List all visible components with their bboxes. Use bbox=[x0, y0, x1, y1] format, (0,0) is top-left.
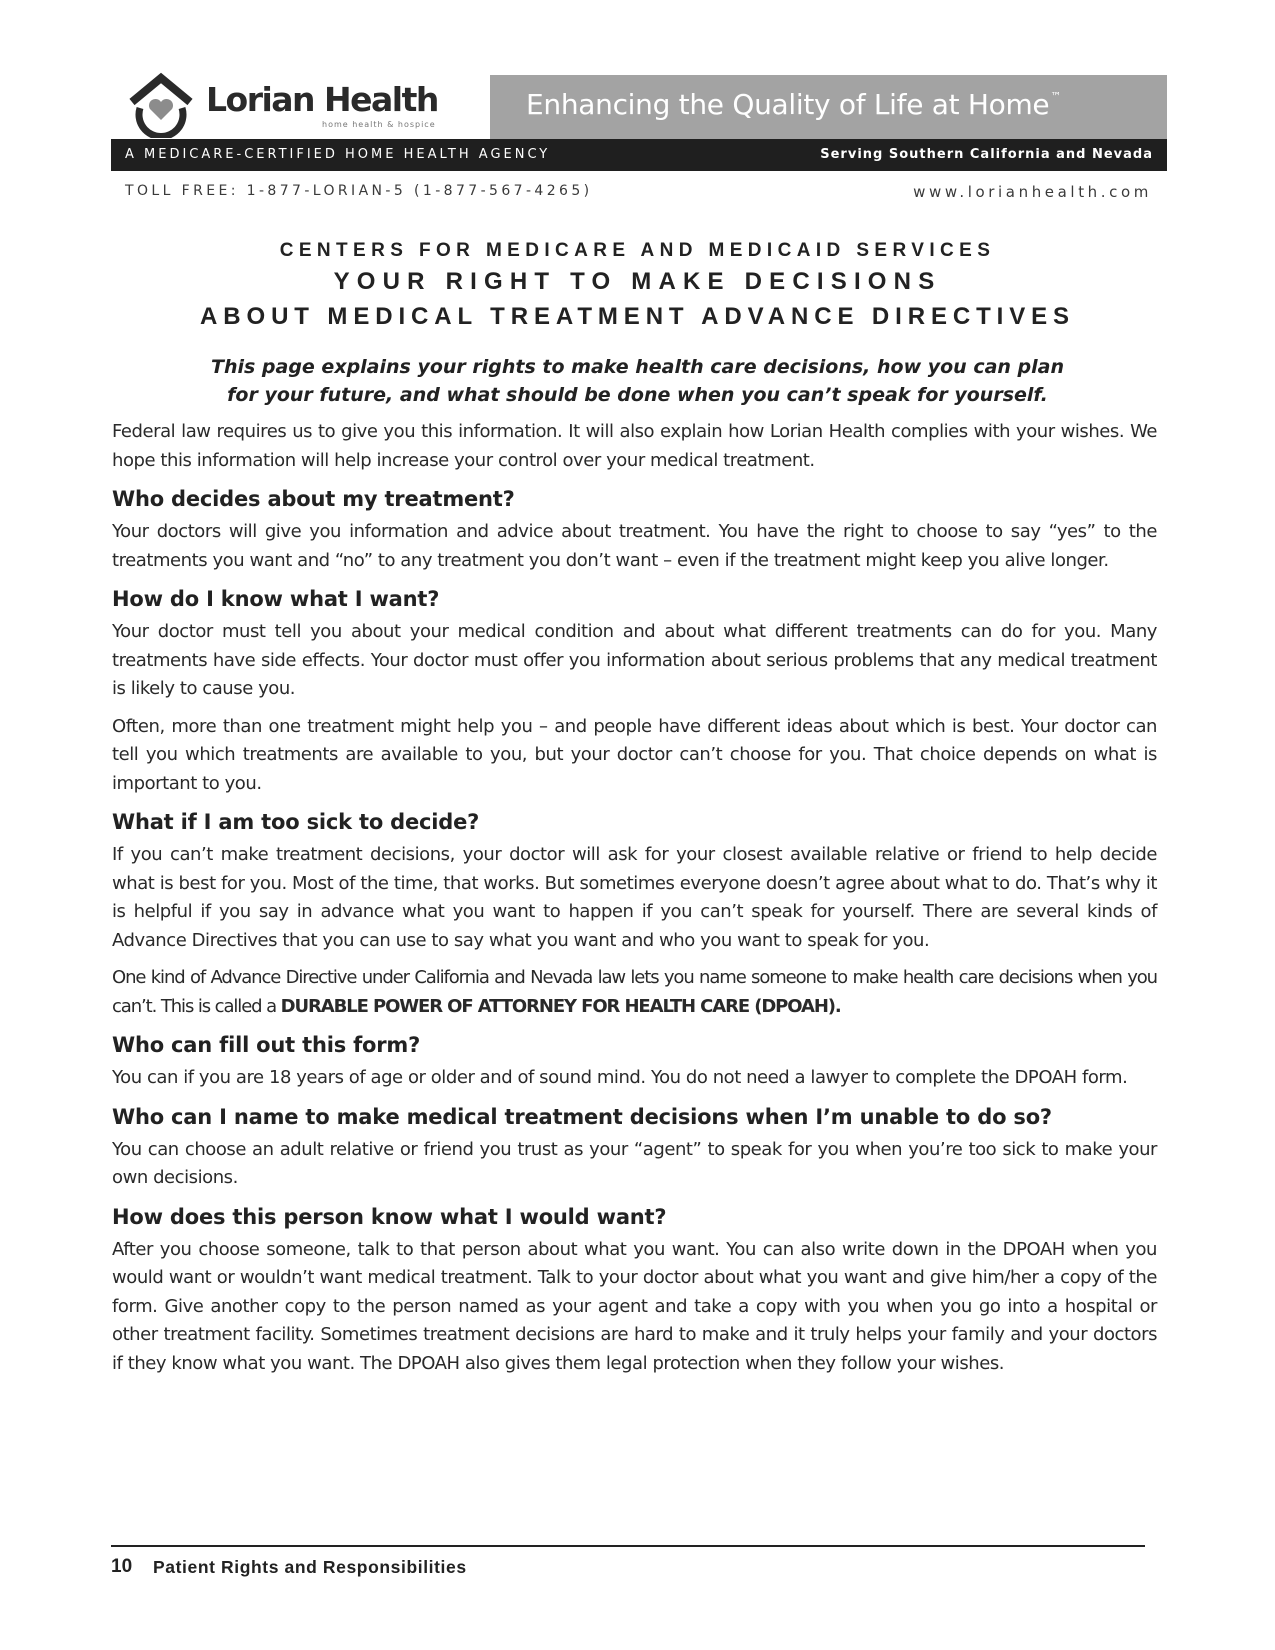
dpoah-term: DURABLE POWER OF ATTORNEY FOR HEALTH CARE (DPOAH). bbox=[280, 995, 841, 1017]
lorian-health-logo bbox=[128, 72, 458, 140]
agency-certification: A MEDICARE-CERTIFIED HOME HEALTH AGENCY bbox=[125, 147, 551, 162]
body-content bbox=[112, 418, 1157, 1378]
agency-title: CENTERS FOR MEDICARE AND MEDICAID SERVICES bbox=[279, 240, 996, 261]
tagline bbox=[526, 88, 1061, 121]
section-paragraph: Your doctors will give you information and advice about treatment. You have the right to choose to say “yes” to the treatments you want and “no” to any treatment you don’t want – even if the treatment might keep you alive longer. bbox=[112, 521, 1157, 571]
section-heading-who-can-i-name: Who can I name to make medical treatment decisions when I’m unable to do so? bbox=[112, 1104, 1052, 1129]
dpoah-paragraph bbox=[112, 964, 1157, 1021]
intro-paragraph: Federal law requires us to give you this information. It will also explain how Lorian Health complies with your wishes. We hope this information will help increase your control over your medical treatment. bbox=[112, 421, 1157, 471]
section-heading-how-does-person-know: How does this person know what I would want? bbox=[112, 1204, 667, 1229]
intro-summary-line-2: for your future, and what should be done when you can’t speak for yourself. bbox=[227, 384, 1048, 406]
section-heading-who-decides: Who decides about my treatment? bbox=[112, 487, 515, 511]
logo-subtitle: home health & hospice bbox=[322, 120, 436, 129]
house-heart-icon bbox=[128, 72, 194, 138]
dpoah-text: One kind of Advance Directive under California and Nevada law lets you name someone to make health care decisions when you can’t. This is called a bbox=[112, 967, 1157, 1017]
tagline-banner bbox=[490, 75, 1167, 139]
section-paragraph: You can if you are 18 years of age or older and of sound mind. You do not need a lawyer to complete the DPOAH form. bbox=[112, 1067, 1128, 1088]
trademark-symbol: ™ bbox=[1050, 90, 1062, 103]
website-url: www.lorianhealth.com bbox=[913, 183, 1152, 201]
footer-section-label: Patient Rights and Responsibilities bbox=[153, 1557, 467, 1577]
page-number: 10 bbox=[111, 1556, 133, 1577]
section-paragraph: After you choose someone, talk to that person about what you want. You can also write down in the DPOAH when you would want or wouldn’t want medical treatment. Talk to your doctor about what you want and give him/her a copy of the form. Give another copy to the person named as your agent and take a copy with you when you go into a hospital or other treatment facility. Sometimes treatment decisions are hard to make and it truly helps your family and your doctors if they know what you want. The DPOAH also gives them legal protection when they follow your wishes. bbox=[112, 1238, 1157, 1374]
section-paragraph: Your doctor must tell you about your medical condition and about what different treatments can do for you. Many treatments have side effects. Your doctor must offer you information about serious problems that any medical treatment is likely to cause you. bbox=[112, 621, 1157, 699]
section-heading-too-sick: What if I am too sick to decide? bbox=[112, 810, 480, 834]
section-paragraph: If you can’t make treatment decisions, your doctor will ask for your closest available relative or friend to help decide what is best for you. Most of the time, that works. But sometimes everyone doesn’t agree about what to do. That’s why it is helpful if you say in advance what you want to happen if you can’t speak for yourself. There are several kinds of Advance Directives that you can use to say what you want and who you want to speak for you. bbox=[112, 844, 1157, 951]
page-title-line-1: YOUR RIGHT TO MAKE DECISIONS bbox=[333, 268, 942, 295]
section-paragraph: Often, more than one treatment might help you – and people have different ideas about which is best. Your doctor can tell you which treatments are available to you, but your doctor can’t choose for you. That choice depends on what is important to you. bbox=[112, 715, 1157, 794]
service-area: Serving Southern California and Nevada bbox=[820, 147, 1153, 162]
tagline-text: Enhancing the Quality of Life at Home bbox=[526, 88, 1050, 121]
section-heading-who-can-fill: Who can fill out this form? bbox=[112, 1033, 421, 1057]
intro-summary-line-1: This page explains your rights to make health care decisions, how you can plan bbox=[210, 356, 1065, 378]
section-paragraph: You can choose an adult relative or friend you trust as your “agent” to speak for you when you’re too sick to make your own decisions. bbox=[112, 1138, 1157, 1188]
section-heading-know-what-i-want: How do I know what I want? bbox=[112, 587, 440, 611]
toll-free-number: TOLL FREE: 1-877-LORIAN-5 (1-877-567-4265) bbox=[125, 183, 593, 199]
footer-divider bbox=[111, 1545, 1145, 1547]
logo-wordmark: Lorian Health bbox=[206, 80, 438, 119]
page-title-line-2: ABOUT MEDICAL TREATMENT ADVANCE DIRECTIVES bbox=[200, 303, 1075, 330]
agency-bar bbox=[111, 139, 1167, 171]
